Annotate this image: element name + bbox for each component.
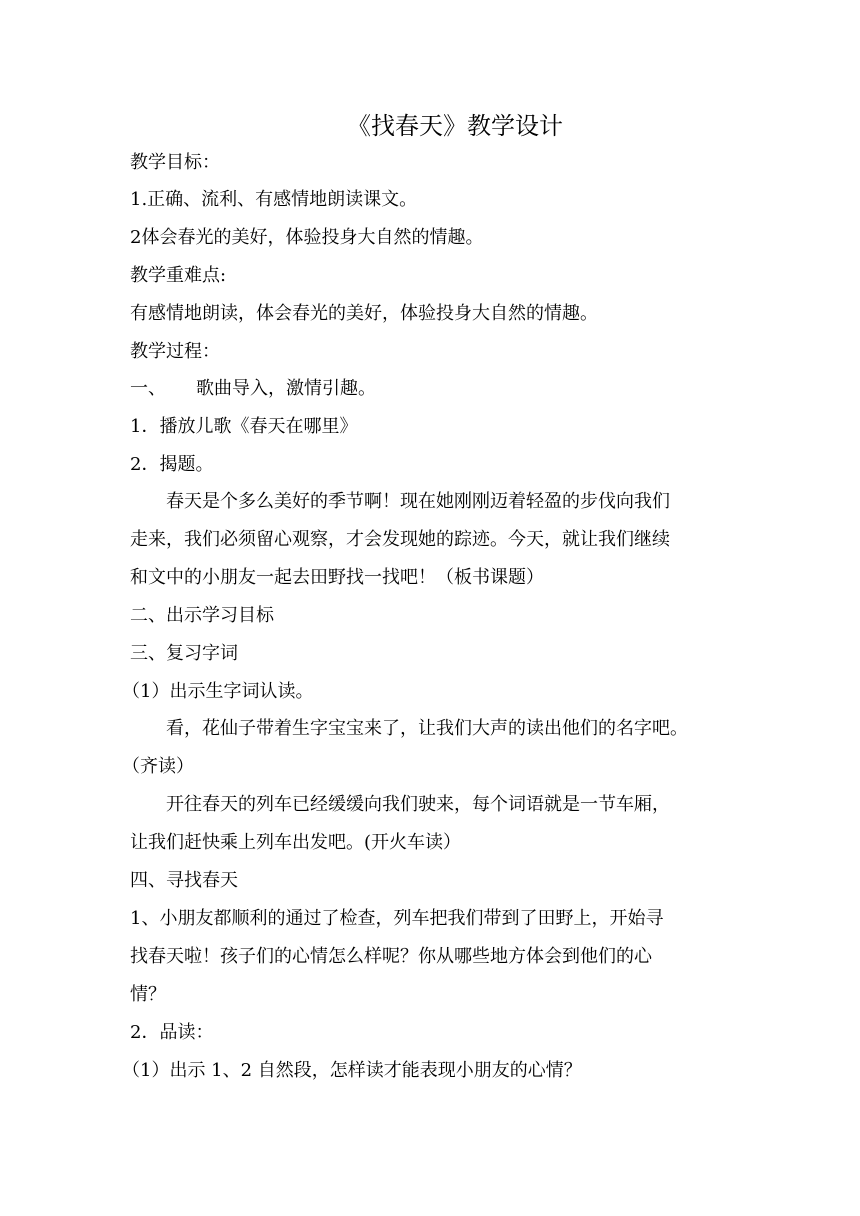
paragraph-spring-line-1: 春天是个多么美好的季节啊！现在她刚刚迈着轻盈的步伐向我们 bbox=[166, 491, 670, 512]
section-1-title: 歌曲导入，激情引趣。 bbox=[196, 378, 376, 399]
heading-key-points: 教学重难点: bbox=[130, 265, 227, 286]
section-1-number: 一、 bbox=[130, 378, 166, 399]
section-2-heading: 二、出示学习目标 bbox=[130, 605, 274, 626]
goal-item-2: 2体会春光的美好，体验投身大自然的情趣。 bbox=[130, 227, 484, 248]
section-3-heading: 三、复习字词 bbox=[130, 643, 238, 664]
document-title: 《找春天》教学设计 bbox=[347, 112, 563, 140]
heading-teaching-process: 教学过程： bbox=[130, 341, 220, 362]
step-4-1-line-1: 1、小朋友都顺利的通过了检查，列车把我们带到了田野上，开始寻 bbox=[130, 908, 664, 929]
step-1-1: 1．播放儿歌《春天在哪里》 bbox=[130, 416, 358, 437]
step-1-2: 2．揭题。 bbox=[130, 454, 214, 475]
step-4-2-1: （1）出示 1、2 自然段，怎样读才能表现小朋友的心情？ bbox=[122, 1060, 582, 1081]
step-4-2: 2．品读： bbox=[130, 1022, 214, 1043]
paragraph-train-line-1: 开往春天的列车已经缓缓向我们驶来，每个词语就是一节车厢， bbox=[166, 794, 670, 815]
step-3-1: （1）出示生字词认读。 bbox=[122, 681, 314, 702]
heading-teaching-goals: 教学目标： bbox=[130, 152, 220, 173]
section-1-heading bbox=[130, 374, 376, 404]
paragraph-spring-line-3: 和文中的小朋友一起去田野找一找吧！（板书课题） bbox=[130, 567, 544, 588]
section-4-heading: 四、寻找春天 bbox=[130, 870, 238, 891]
goal-item-1: 1.正确、流利、有感情地朗读课文。 bbox=[130, 189, 418, 210]
step-4-1-line-2: 找春天啦！孩子们的心情怎么样呢？你从哪些地方体会到他们的心 bbox=[130, 946, 652, 967]
key-points-text: 有感情地朗读，体会春光的美好，体验投身大自然的情趣。 bbox=[130, 303, 598, 324]
paragraph-train-line-2: 让我们赶快乘上列车出发吧。(开火车读） bbox=[130, 832, 462, 853]
paragraph-spring-line-2: 走来，我们必须留心观察，才会发现她的踪迹。今天，就让我们继续 bbox=[130, 529, 670, 550]
paragraph-flower-fairy-line-1: 看，花仙子带着生字宝宝来了，让我们大声的读出他们的名字吧。 bbox=[166, 718, 688, 739]
paragraph-flower-fairy-line-2: （齐读） bbox=[122, 756, 194, 777]
step-4-1-line-3: 情？ bbox=[130, 984, 166, 1005]
